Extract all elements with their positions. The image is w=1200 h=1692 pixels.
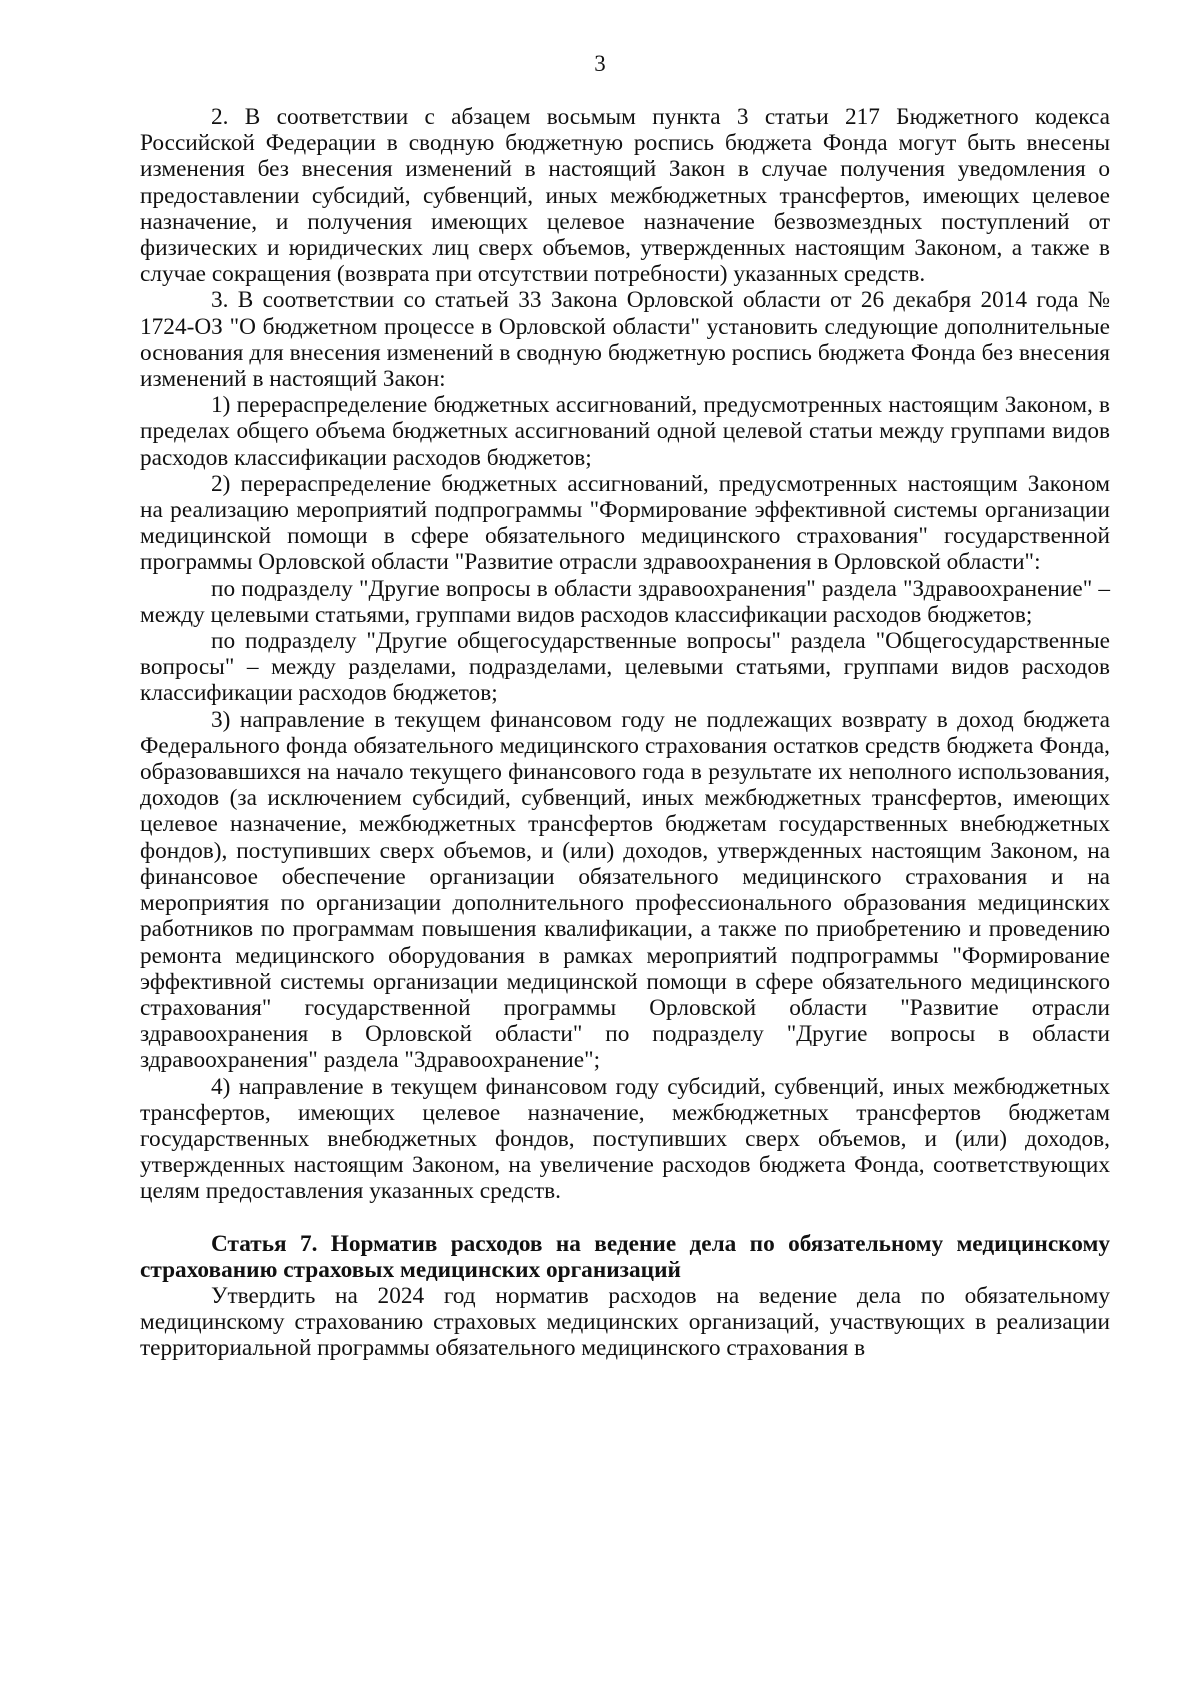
article-7-title: Статья 7. Норматив расходов на ведение дела по обязательному медицинскому страхованию страховых медицинских организаций bbox=[140, 1230, 1110, 1283]
document-body bbox=[140, 104, 1110, 1362]
paragraph-item-3: 3. В соответствии со статьей 33 Закона Орловской области от 26 декабря 2014 года № 1724-ОЗ "О бюджетном процессе в Орловской области" установить следующие дополнительные основания для внесения изменений в сводную бюджетную роспись бюджета Фонда без внесения изменений в настоящий Закон: bbox=[140, 287, 1110, 393]
subitem-2: 2) перераспределение бюджетных ассигнований, предусмотренных настоящим Законом на реализацию мероприятий подпрограммы "Формирование эффективной системы организации медицинской помощи в сфере обязательного медицинского страхования" государственной программы Орловской области "Развитие отрасли здравоохранения в Орловской области": bbox=[140, 470, 1110, 576]
paragraph-item-2: 2. В соответствии с абзацем восьмым пункта 3 статьи 217 Бюджетного кодекса Российской Федерации в сводную бюджетную роспись бюджета Фонда могут быть внесены изменения без внесения изменений в настоящий Закон в случае получения уведомления о предоставлении субсидий, субвенций, иных межбюджетных трансфертов, имеющих целевое назначение, и получения имеющих целевое назначение безвозмездных поступлений от физических и юридических лиц сверх объемов, утвержденных настоящим Законом, а также в случае сокращения (возврата при отсутствии потребности) указанных средств. bbox=[140, 104, 1110, 288]
subitem-2-subsection-general: по подразделу "Другие общегосударственные вопросы" раздела "Общегосударственные вопросы" – между разделами, подразделами, целевыми статьями, группами видов расходов классификации расходов бюджетов; bbox=[140, 628, 1110, 707]
subitem-4: 4) направление в текущем финансовом году субсидий, субвенций, иных межбюджетных трансфертов, имеющих целевое назначение, межбюджетных трансфертов бюджетам государственных внебюджетных фондов, поступивших сверх объемов, и (или) доходов, утвержденных настоящим Законом, на увеличение расходов бюджета Фонда, соответствующих целям предоставления указанных средств. bbox=[140, 1073, 1110, 1205]
subitem-2-subsection-healthcare: по подразделу "Другие вопросы в области здравоохранения" раздела "Здравоохранение" – между целевыми статьями, группами видов расходов классификации расходов бюджетов; bbox=[140, 575, 1110, 628]
article-7-text: Утвердить на 2024 год норматив расходов на ведение дела по обязательному медицинскому страхованию страховых медицинских организаций, участвующих в реализации территориальной программы обязательного медицинского страхования в bbox=[140, 1282, 1110, 1362]
subitem-1: 1) перераспределение бюджетных ассигнований, предусмотренных настоящим Законом, в пределах общего объема бюджетных ассигнований одной целевой статьи между группами видов расходов классификации расходов бюджетов; bbox=[140, 392, 1110, 471]
page-number: 3 bbox=[594, 51, 606, 76]
subitem-3: 3) направление в текущем финансовом году не подлежащих возврату в доход бюджета Федерального фонда обязательного медицинского страхования остатков средств бюджета Фонда, образовавшихся на начало текущего финансового года в результате их неполного использования, доходов (за исключением субсидий, субвенций, иных межбюджетных трансфертов, имеющих целевое назначение, межбюджетных трансфертов бюджетам государственных внебюджетных фондов), поступивших сверх объемов, и (или) доходов, утвержденных настоящим Законом, на финансовое обеспечение организации обязательного медицинского страхования и на мероприятия по организации дополнительного профессионального образования медицинских работников по программам повышения квалификации, а также по приобретению и проведению ремонта медицинского оборудования в рамках мероприятий подпрограммы "Формирование эффективной системы организации медицинской помощи в сфере обязательного медицинского страхования" государственной программы Орловской области "Развитие отрасли здравоохранения в Орловской области" по подразделу "Другие вопросы в области здравоохранения" раздела "Здравоохранение"; bbox=[140, 706, 1110, 1074]
